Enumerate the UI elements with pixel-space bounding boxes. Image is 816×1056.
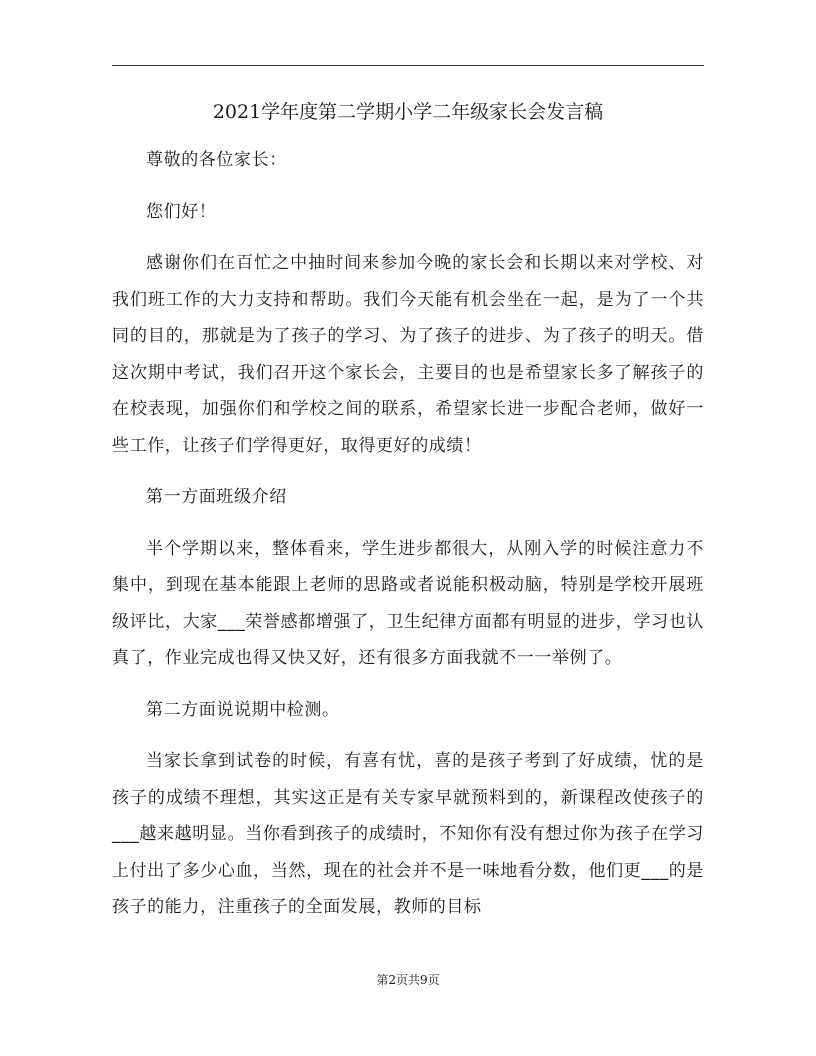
paragraph-intro: 感谢你们在百忙之中抽时间来参加今晚的家长会和长期以来对学校、对我们班工作的大力支持和帮助。我们今天能有机会坐在一起，是为了一个共同的目的，那就是为了孩子的学习、为了孩子的进步、为了孩子的明天。借这次期中考试，我们召开这个家长会，主要目的也是希望家长多了解孩子的在校表现，加强你们和学校之间的联系，希望家长进一步配合老师，做好一些工作，让孩子们学得更好，取得更好的成绩！: [112, 253, 704, 456]
section-heading-class-intro: 第一方面班级介绍: [146, 487, 287, 507]
section-heading-midterm: 第二方面说说期中检测。: [146, 699, 340, 720]
page-footer: 第2页共9页: [376, 973, 440, 987]
header-rule: [112, 65, 704, 66]
paragraph-class-intro: 半个学期以来，整体看来，学生进步都很大，从刚入学的时候注意力不集中，到现在基本能跟上老师的思路或者说能积极动脑，特别是学校开展班级评比，大家___荣誉感都增强了，卫生纪律方面都有明显的进步，学习也认真了，作业完成也得又快又好，还有很多方面我就不一一举例了。: [112, 538, 704, 668]
paragraph-salutation: 尊敬的各位家长：: [146, 150, 287, 170]
paragraph-greeting: 您们好！: [146, 201, 217, 222]
document-title: 2021学年度第二学期小学二年级家长会发言稿: [212, 101, 604, 123]
paragraph-midterm: 当家长拿到试卷的时候，有喜有忧，喜的是孩子考到了好成绩，忧的是孩子的成绩不理想，其实这正是有关专家早就预料到的，新课程改使孩子的___越来越明显。当你看到孩子的成绩时，不知你有没有想过你为孩子在学习上付出了多少心血，当然，现在的社会并不是一味地看分数，他们更___的是孩子的能力，注重孩子的全面发展，教师的目标: [112, 751, 704, 917]
document-body: [112, 142, 704, 926]
